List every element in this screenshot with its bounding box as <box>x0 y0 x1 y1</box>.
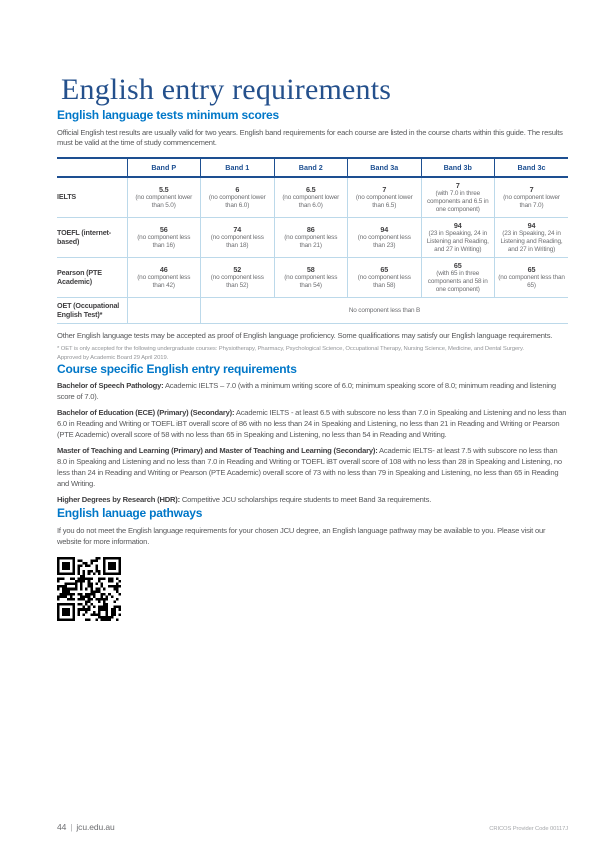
column-header-band-2: Band 2 <box>274 158 348 177</box>
score-value: 65 <box>527 264 536 274</box>
section-heading-min-scores: English language tests minimum scores <box>57 107 279 122</box>
score-cell <box>201 258 275 298</box>
score-note: (no component less than 42) <box>137 274 191 290</box>
qr-code <box>57 557 121 621</box>
min-scores-intro: Official English test results are usually valid for two years. English band requirements for each course are listed in the course charts within this guide. The results must be valid at the time of study commencement. <box>57 127 563 148</box>
row-label: Pearson (PTE Academic) <box>57 258 127 298</box>
course-lead: Bachelor of Education (ECE) (Primary) (Secondary): <box>57 408 235 418</box>
empty-cell <box>127 298 201 323</box>
score-cell <box>127 177 201 218</box>
score-note: (no component lower than 6.0) <box>208 193 266 209</box>
score-cell <box>201 218 275 258</box>
score-note: (no component lower than 7.0) <box>503 193 560 209</box>
score-note: (no component less than 21) <box>284 234 338 249</box>
score-value: 58 <box>306 264 315 274</box>
score-value: 94 <box>380 224 389 234</box>
course-text: Academic IELTS - at least 6.5 with subscore no less than 7.0 in Speaking and Listening and no less than 6.0 in Reading and Writing or TOEFL iBT overall score of 86 with no less than 24 in Speaking and Listening, no less than 21 in Reading and Writing or Pearson (PTE Academic) overall score of 58 with no less than 65 in Speaking and Listening, no less than 54 in Reading and Writing. <box>57 408 567 440</box>
score-note: (no component less than 23) <box>357 234 411 249</box>
score-cell <box>274 218 348 258</box>
score-value: 65 <box>380 264 389 274</box>
min-scores-outro: Other English language tests may be accepted as proof of English language proficiency. Some qualifications may satisfy our English language requirements. <box>57 330 553 340</box>
score-value: 7 <box>455 180 460 190</box>
row-label: TOEFL (internet-based) <box>57 218 127 258</box>
score-value: 65 <box>453 260 462 270</box>
score-cell <box>421 218 495 258</box>
section-heading-course-specific: Course specific English entry requirements <box>57 361 297 376</box>
score-note: (23 in Speaking, 24 in Listening and Reading, and 27 in Writing) <box>500 230 563 253</box>
score-value: 5.5 <box>158 184 169 194</box>
course-paragraph-teaching <box>57 446 568 489</box>
score-value: 6.5 <box>305 184 316 194</box>
table-header-row <box>57 158 568 177</box>
score-cell <box>348 218 422 258</box>
score-note: (with 65 in three components and 58 in one component) <box>427 270 488 294</box>
column-header-empty <box>57 158 127 177</box>
course-text: Academic IELTS – 7.0 (with a minimum writing score of 6.0; minimum speaking score of 8.0; minimum reading and listening score of 7.0). <box>57 381 556 402</box>
course-lead: Master of Teaching and Learning (Primary) and Master of Teaching and Learning (Secondary): <box>57 446 378 456</box>
score-note: (no component less than 16) <box>137 234 191 249</box>
footer-separator: | <box>70 822 73 832</box>
score-value: 6 <box>235 184 240 194</box>
page-title: English entry requirements <box>61 73 392 106</box>
score-note: (no component lower than 6.0) <box>282 193 340 209</box>
course-paragraph-hdr <box>57 495 568 506</box>
score-note: (23 in Speaking, 24 in Listening and Reading, and 27 in Writing) <box>426 230 489 253</box>
score-note: (no component less than 18) <box>210 234 264 249</box>
row-label: IELTS <box>57 177 127 218</box>
score-cell <box>127 258 201 298</box>
score-value: 94 <box>453 220 462 230</box>
score-cell <box>274 177 348 218</box>
score-note: (no component lower than 6.5) <box>355 193 413 209</box>
footnote-line-1: * OET is only accepted for the following undergraduate courses: Physiotherapy, Pharmacy, Psychological Science, Occupational Therapy, Nursing Science, Medicine, and Dental Surgery. <box>57 346 524 353</box>
column-header-band-3b: Band 3b <box>421 158 495 177</box>
score-value: 56 <box>159 224 168 234</box>
oet-footnote <box>57 345 568 361</box>
row-label: OET (Occupational English Test)* <box>57 298 127 323</box>
score-cell <box>421 177 495 218</box>
section-heading-pathways: English lanuage pathways <box>57 505 203 520</box>
table-row-oet <box>57 298 568 323</box>
course-lead: Higher Degrees by Research (HDR): <box>57 495 180 505</box>
score-cell <box>421 258 495 298</box>
pathways-text: If you do not meet the English language requirements for your chosen JCU degree, an English language pathway may be available to you. Please visit our website for more information. <box>57 525 546 546</box>
score-cell <box>201 177 275 218</box>
footer-cricos: CRICOS Provider Code 00117J <box>489 826 568 832</box>
footer-page-site <box>57 822 115 832</box>
course-text: Academic IELTS- at least 7.5 with subscore no less than 8.0 in Speaking and Listening and no less than 7.0 in Reading and Writing or TOEFL iBT overall score of 108 with no less than 28 in Speaking and Listening, no less than 24 in Reading and Writing or Pearson (PTE Academic) overall score of 73 with no less than 79 in Speaking and Listening, no less than 65 in Reading and Writing. <box>57 446 562 488</box>
score-value: 86 <box>306 224 315 234</box>
english-tests-table <box>57 157 568 324</box>
score-note: (no component less than 58) <box>357 274 411 290</box>
score-note: (with 7.0 in three components and 6.5 in one component) <box>426 190 489 213</box>
score-value: 7 <box>529 184 534 194</box>
footer-page-number: 44 <box>57 822 67 832</box>
score-cell <box>495 258 569 298</box>
footnote-line-2: Approved by Academic Board 29 April 2019. <box>57 354 169 361</box>
table-row-ielts <box>57 177 568 218</box>
column-header-band-p: Band P <box>127 158 201 177</box>
merged-note-cell: No component less than B <box>201 298 569 323</box>
score-note: (no component lower than 5.0) <box>135 193 193 209</box>
course-paragraph-education <box>57 408 568 440</box>
score-note: (no component less than 65) <box>498 274 565 290</box>
score-cell <box>127 218 201 258</box>
score-note: (no component less than 54) <box>284 274 338 290</box>
column-header-band-1: Band 1 <box>201 158 275 177</box>
column-header-band-3a: Band 3a <box>348 158 422 177</box>
score-note: (no component less than 52) <box>210 274 264 290</box>
course-paragraph-speech-pathology <box>57 381 568 403</box>
score-value: 52 <box>233 264 242 274</box>
score-cell <box>274 258 348 298</box>
score-value: 7 <box>382 184 387 194</box>
score-value: 46 <box>159 264 168 274</box>
course-lead: Bachelor of Speech Pathology: <box>57 381 164 391</box>
score-cell <box>495 177 569 218</box>
score-cell <box>495 218 569 258</box>
footer-site-url: jcu.edu.au <box>76 822 115 832</box>
score-value: 94 <box>527 220 536 230</box>
table-row-toefl <box>57 218 568 258</box>
score-cell <box>348 177 422 218</box>
score-cell <box>348 258 422 298</box>
table-row-pearson <box>57 258 568 298</box>
score-value: 74 <box>233 224 242 234</box>
column-header-band-3c: Band 3c <box>495 158 569 177</box>
page-footer <box>57 822 568 832</box>
course-text: Competitive JCU scholarships require students to meet Band 3a requirements. <box>179 495 432 505</box>
